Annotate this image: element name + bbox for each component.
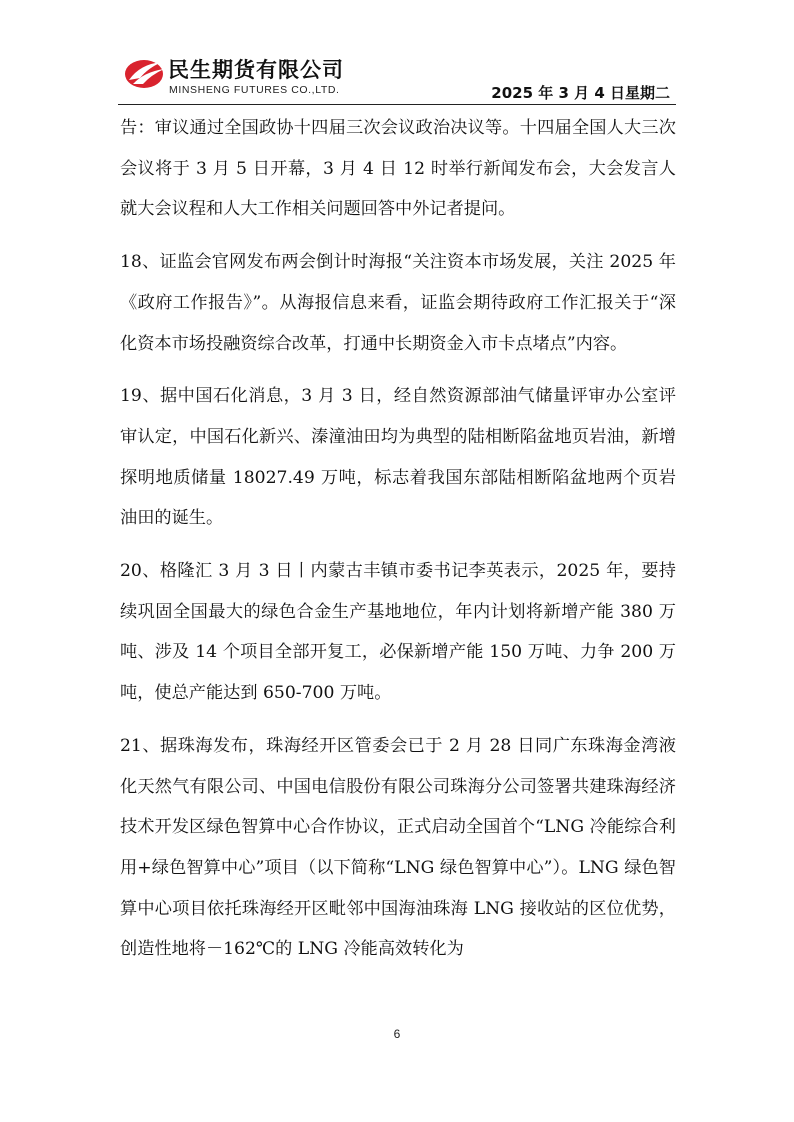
paragraph-item-21: 21、据珠海发布，珠海经开区管委会已于 2 月 28 日同广东珠海金湾液化天然气有限公司、中国电信股份有限公司珠海分公司签署共建珠海经济技术开发区绿色智算中心合作协议，正式启动全国首个“LNG 冷能综合利用+绿色智算中心”项目（以下简称“LNG 绿色智算中心”）。LNG 绿色智算中心项目依托珠海经开区毗邻中国海油珠海 LNG 接收站的区位优势，创造性地将－162℃的 LNG 冷能高效转化为 — [120, 735, 676, 960]
page-header — [118, 52, 676, 105]
article-body — [120, 108, 676, 982]
paragraph-item-18: 18、证监会官网发布两会倒计时海报“关注资本市场发展，关注 2025 年《政府工作报告》”。从海报信息来看，证监会期待政府工作汇报关于“深化资本市场投融资综合改革，打通中长期资金入市卡点堵点”内容。 — [120, 252, 676, 354]
paragraph-item-19: 19、据中国石化消息，3 月 3 日，经自然资源部油气储量评审办公室评审认定，中国石化新兴、溱潼油田均为典型的陆相断陷盆地页岩油，新增探明地质储量 18027.49 万吨，标志着我国东部陆相断陷盆地两个页岩油田的诞生。 — [120, 386, 676, 529]
paragraph-item-20: 20、格隆汇 3 月 3 日丨内蒙古丰镇市委书记李英表示，2025 年，要持续巩固全国最大的绿色合金生产基地地位，年内计划将新增产能 380 万吨、涉及 14 个项目全部开复工，必保新增产能 150 万吨、力争 200 万吨，使总产能达到 650-700 万吨。 — [120, 561, 676, 704]
minsheng-logo-icon — [124, 56, 166, 90]
paragraph-continuation: 告：审议通过全国政协十四届三次会议政治决议等。十四届全国人大三次会议将于 3 月 5 日开幕，3 月 4 日 12 时举行新闻发布会，大会发言人就大会议程和人大工作相关问题回答中外记者提问。 — [120, 118, 676, 220]
company-name-cn: 民生期货有限公司 — [168, 58, 344, 82]
report-date: 2025 年 3 月 4 日星期二 — [491, 84, 670, 102]
page-number: 6 — [393, 1027, 401, 1041]
company-name-en: MINSHENG FUTURES CO.,LTD. — [169, 84, 340, 96]
